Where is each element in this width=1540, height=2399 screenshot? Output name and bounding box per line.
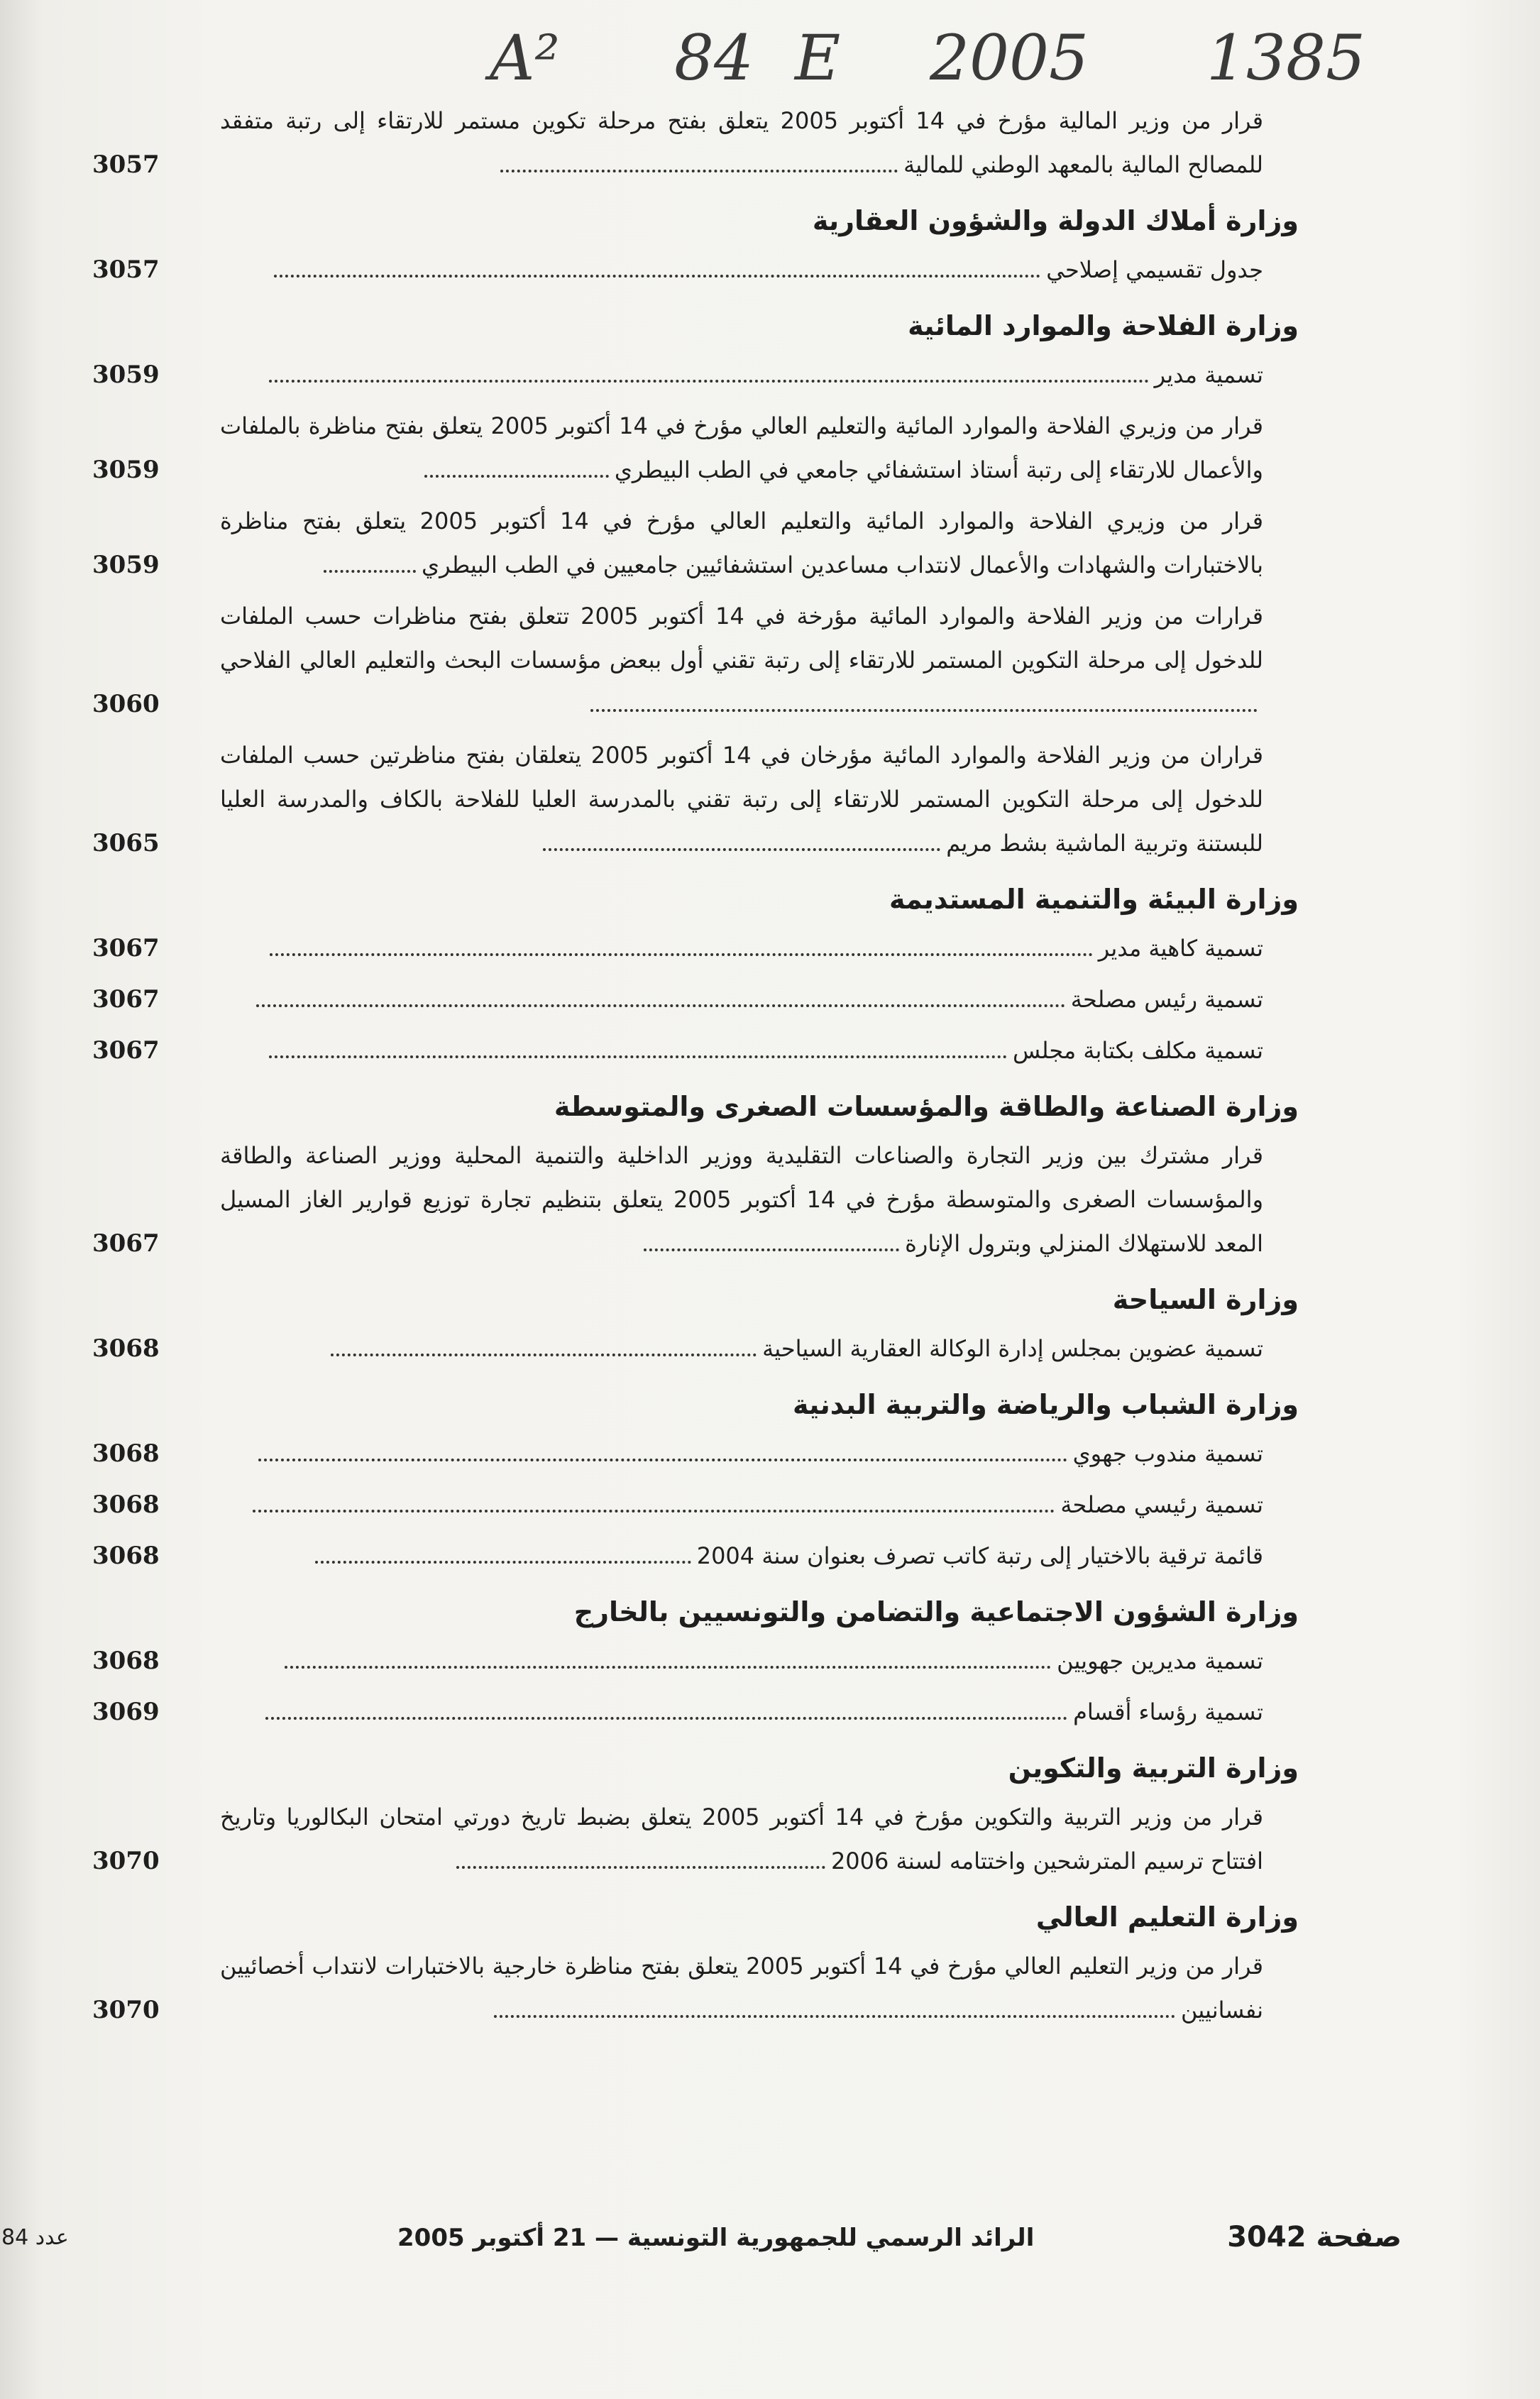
- annotation-number: 1385: [1206, 21, 1365, 94]
- leader-dots: [270, 953, 1093, 956]
- leader-dots: [590, 709, 1258, 712]
- ministry-heading: وزارة التربية والتكوين: [1008, 1752, 1299, 1784]
- entry-page-number: 3060: [92, 690, 160, 718]
- entry-page-number: 3067: [92, 1036, 160, 1065]
- entry-text: تسمية عضوين بمجلس إدارة الوكالة العقارية السياحية: [762, 1335, 1263, 1362]
- entry-text: قرار من وزير المالية مؤرخ في 14 أكتوبر 2005 يتعلق بفتح مرحلة تكوين مستمر للارتقاء إلى رتبة متفقد للمصالح المالية بالمعهد الوطني للمالية: [220, 107, 1264, 178]
- entry-page-number: 3068: [92, 1491, 160, 1519]
- leader-dots: [324, 570, 416, 573]
- toc-section: [92, 1383, 1299, 1578]
- entry-page-number: 3069: [92, 1698, 160, 1726]
- toc-entry: [92, 99, 1299, 187]
- leader-dots: [269, 1055, 1007, 1058]
- leader-dots: [331, 1354, 757, 1356]
- toc-section: [92, 1085, 1299, 1266]
- entry-page-number: 3070: [92, 1996, 160, 2024]
- entry-page-number: 3070: [92, 1847, 160, 1875]
- entry-text: تسمية مكلف بكتابة مجلس: [1012, 1037, 1263, 1064]
- toc-entry: [92, 1327, 1299, 1371]
- toc-entry: [92, 248, 1299, 292]
- entry-text: تسمية كاهية مدير: [1098, 935, 1263, 962]
- entry-page-number: 3059: [92, 361, 160, 389]
- annotation-code: A²: [490, 21, 560, 94]
- entry-page-number: 3057: [92, 150, 160, 179]
- toc-entry: [92, 1690, 1299, 1734]
- entry-page-number: 3059: [92, 551, 160, 579]
- entry-page-number: 3067: [92, 1229, 160, 1258]
- toc-entry: [92, 353, 1299, 397]
- toc-entry: [92, 733, 1299, 865]
- leader-dots: [269, 380, 1149, 383]
- toc-entry: [92, 1432, 1299, 1476]
- toc-section: [92, 1278, 1299, 1371]
- entry-text: قراران من وزير الفلاحة والموارد المائية مؤرخان في 14 أكتوبر 2005 يتعلقان بفتح مناظرتين حسب الملفات للدخول إلى مرحلة التكوين المستمر للارتقاء إلى رتبة تقني بالمدرسة العليا للفلاحة بالكاف والمدرسة العليا للبستنة وتربية الماشية بشط مريم: [220, 742, 1264, 857]
- leader-dots: [644, 1248, 899, 1251]
- toc-entry: [92, 1795, 1299, 1883]
- entry-text: تسمية مندوب جهوي: [1072, 1440, 1263, 1467]
- toc-entry: [92, 1133, 1299, 1266]
- ministry-heading: وزارة الشؤون الاجتماعية والتضامن والتونسيين بالخارج: [573, 1596, 1299, 1627]
- toc-entry: [92, 1944, 1299, 2032]
- entry-page-number: 3068: [92, 1542, 160, 1570]
- footer-journal-title: الرائد الرسمي للجمهورية التونسية — 21 أكتوبر 2005: [397, 2224, 1035, 2252]
- annotation-issue: 84: [674, 21, 754, 94]
- toc-entry: [92, 594, 1299, 726]
- ministry-heading: وزارة الشباب والرياضة والتربية البدنية: [792, 1389, 1299, 1420]
- ministry-heading: وزارة الصناعة والطاقة والمؤسسات الصغرى والمتوسطة: [554, 1091, 1299, 1122]
- entry-text: قرار من وزيري الفلاحة والموارد المائية والتعليم العالي مؤرخ في 14 أكتوبر 2005 يتعلق بفتح مناظرة بالملفات والأعمال للارتقاء إلى رتبة أستاذ استشفائي جامعي في الطب البيطري: [220, 412, 1264, 483]
- leader-dots: [265, 1717, 1067, 1720]
- leader-dots: [274, 275, 1040, 278]
- entry-page-number: 3067: [92, 934, 160, 962]
- page-footer: [0, 2218, 1540, 2275]
- ministry-heading: وزارة التعليم العالي: [1035, 1901, 1299, 1933]
- entry-page-number: 3065: [92, 829, 160, 857]
- leader-dots: [500, 170, 898, 172]
- toc-section: [92, 304, 1299, 865]
- toc-entry: [92, 499, 1299, 587]
- entry-text: قرار مشترك بين وزير التجارة والصناعات التقليدية ووزير الداخلية والتنمية المحلية ووزير الصناعة والطاقة والمؤسسات الصغرى والمتوسطة مؤرخ في 14 أكتوبر 2005 يتعلق بتنظيم تجارة توزيع قوارير الغاز المسيل المعد للاستهلاك المنزلي وبترول الإنارة: [220, 1142, 1264, 1257]
- leader-dots: [285, 1666, 1051, 1669]
- entry-text: تسمية مدير: [1154, 361, 1263, 388]
- leader-dots: [256, 1004, 1065, 1007]
- entry-page-number: 3059: [92, 456, 160, 484]
- leader-dots: [543, 848, 940, 851]
- annotation-year: 2005: [930, 21, 1089, 94]
- toc-section: [92, 99, 1299, 187]
- entry-page-number: 3068: [92, 1647, 160, 1675]
- ministry-heading: وزارة الفلاحة والموارد المائية: [908, 310, 1299, 341]
- entry-text: قرار من وزير التعليم العالي مؤرخ في 14 أكتوبر 2005 يتعلق بفتح مناظرة خارجية بالاختبارات لانتداب أخصائيين نفسانيين: [220, 1953, 1264, 2024]
- leader-dots: [494, 2015, 1175, 2018]
- entry-text: تسمية رؤساء أقسام: [1073, 1698, 1263, 1725]
- ministry-heading: وزارة السياحة: [1112, 1284, 1299, 1315]
- handwritten-annotation: [0, 21, 1540, 106]
- entry-text: جدول تقسيمي إصلاحي: [1046, 256, 1263, 283]
- leader-dots: [424, 475, 609, 478]
- table-of-contents: [92, 96, 1299, 2039]
- toc-entry: [92, 926, 1299, 970]
- toc-section: [92, 1896, 1299, 2032]
- entry-text: تسمية مديرين جهويين: [1057, 1647, 1263, 1674]
- footer-page-number: صفحة 3042: [1227, 2221, 1402, 2253]
- toc-entry: [92, 1534, 1299, 1578]
- entry-text: قرارات من وزير الفلاحة والموارد المائية مؤرخة في 14 أكتوبر 2005 تتعلق بفتح مناظرات حسب الملفات للدخول إلى مرحلة التكوين المستمر للارتقاء إلى رتبة تقني أول ببعض مؤسسات البحث والتعليم العالي الفلاحي: [220, 603, 1264, 674]
- entry-page-number: 3068: [92, 1439, 160, 1468]
- toc-section: [92, 1591, 1299, 1734]
- leader-dots: [258, 1459, 1067, 1461]
- toc-section: [92, 878, 1299, 1072]
- entry-text: تسمية رئيس مصلحة: [1070, 986, 1263, 1013]
- toc-section: [92, 1747, 1299, 1883]
- entry-text: قرار من وزيري الفلاحة والموارد المائية والتعليم العالي مؤرخ في 14 أكتوبر 2005 يتعلق بفتح مناظرة بالاختبارات والشهادات والأعمال لانتداب مساعدين استشفائيين جامعيين في الطب البيطري: [220, 507, 1264, 578]
- ministry-heading: وزارة البيئة والتنمية المستديمة: [889, 884, 1299, 915]
- entry-text: تسمية رئيسي مصلحة: [1060, 1491, 1263, 1518]
- leader-dots: [315, 1561, 691, 1564]
- toc-entry: [92, 1639, 1299, 1683]
- toc-entry: [92, 1028, 1299, 1072]
- entry-text: قرار من وزير التربية والتكوين مؤرخ في 14 أكتوبر 2005 يتعلق بضبط تاريخ دورتي امتحان البكالوريا وتاريخ افتتاح ترسيم المترشحين واختتامه لسنة 2006: [220, 1804, 1264, 1874]
- ministry-heading: وزارة أملاك الدولة والشؤون العقارية: [812, 205, 1299, 236]
- toc-entry: [92, 977, 1299, 1021]
- entry-page-number: 3068: [92, 1334, 160, 1363]
- entry-text: قائمة ترقية بالاختيار إلى رتبة كاتب تصرف بعنوان سنة 2004: [696, 1542, 1263, 1569]
- toc-entry: [92, 1483, 1299, 1527]
- leader-dots: [456, 1866, 825, 1869]
- leader-dots: [253, 1510, 1055, 1513]
- entry-page-number: 3067: [92, 985, 160, 1014]
- annotation-letter: E: [795, 21, 841, 94]
- footer-issue-number: عدد 84: [1, 2225, 69, 2250]
- entry-page-number: 3057: [92, 256, 160, 284]
- toc-entry: [92, 404, 1299, 492]
- toc-section: [92, 199, 1299, 292]
